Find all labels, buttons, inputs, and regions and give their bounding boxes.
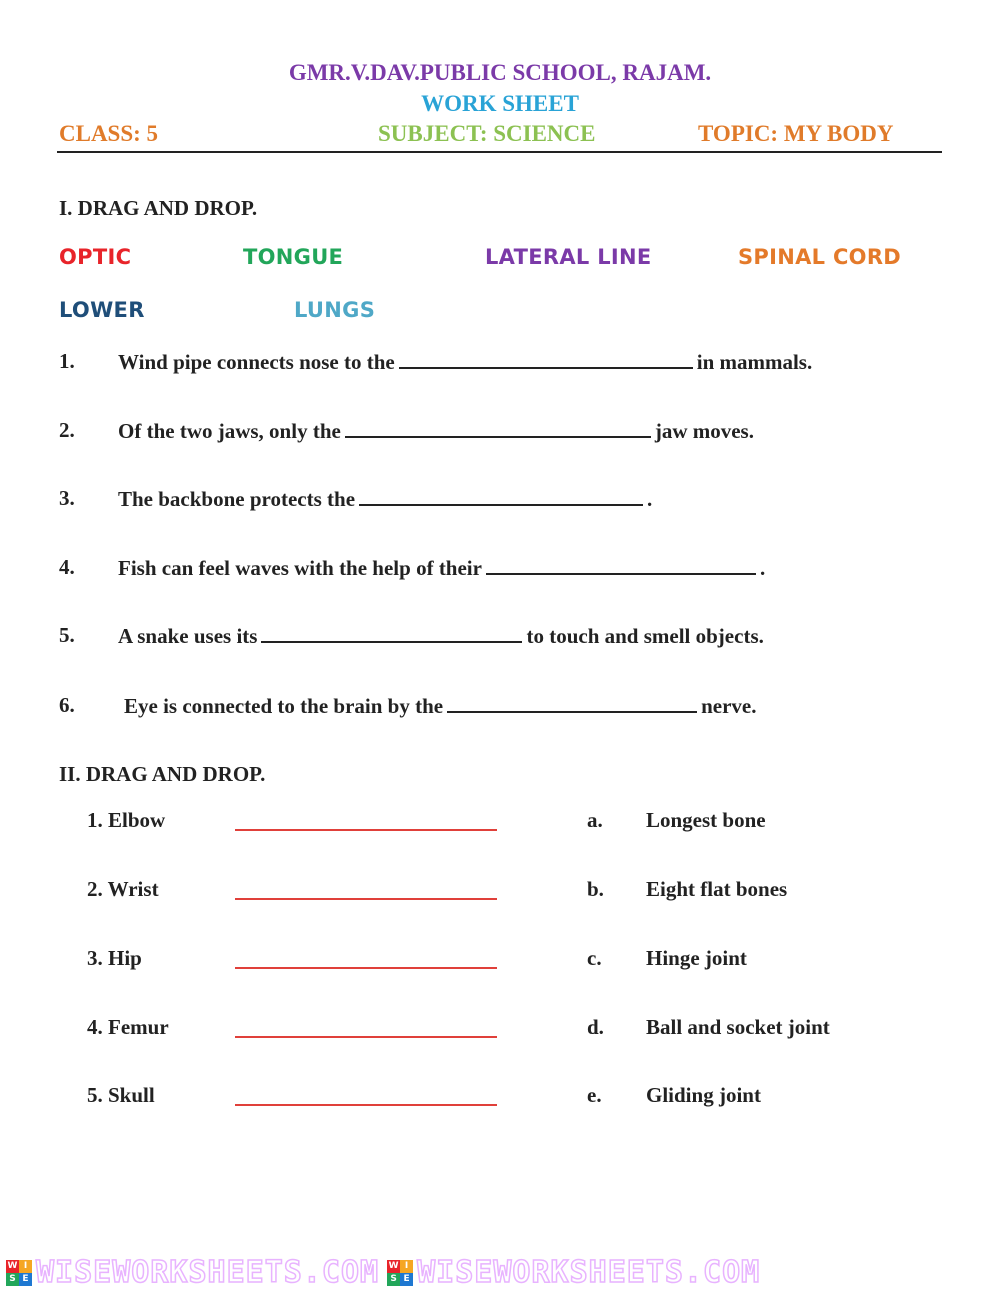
match-left-item: 2. Wrist (87, 877, 159, 901)
question-2 (118, 418, 754, 444)
match-right-letter: b. (587, 877, 604, 901)
topic-label: TOPIC: MY BODY (698, 121, 894, 146)
match-drop-line[interactable] (235, 1036, 497, 1038)
drag-word-optic[interactable]: OPTIC (59, 245, 132, 269)
match-left-item: 5. Skull (87, 1083, 155, 1107)
question-number: 6. (59, 693, 75, 717)
question-text: A snake uses its (118, 624, 258, 648)
section1-title: I. DRAG AND DROP. (59, 196, 258, 220)
match-left-item: 3. Hip (87, 946, 142, 970)
question-6 (124, 693, 756, 719)
wiseworksheets-logo-icon: W I S E (6, 1260, 32, 1286)
answer-drop-zone[interactable] (261, 623, 522, 643)
school-name: GMR.V.DAV.PUBLIC SCHOOL, RAJAM. (288, 60, 712, 85)
match-drop-line[interactable] (235, 967, 497, 969)
match-drop-line[interactable] (235, 829, 497, 831)
question-number: 3. (59, 486, 75, 510)
question-5 (118, 623, 764, 649)
question-3 (118, 486, 652, 512)
header-divider (57, 151, 942, 153)
question-text: Wind pipe connects nose to the (118, 350, 395, 374)
drag-word-lungs[interactable]: LUNGS (294, 298, 376, 322)
question-number: 5. (59, 623, 75, 647)
wiseworksheets-logo-icon: W I S E (387, 1260, 413, 1286)
match-left-item: 4. Femur (87, 1015, 169, 1039)
match-right-letter: c. (587, 946, 602, 970)
match-right-item[interactable]: Gliding joint (646, 1083, 761, 1107)
match-right-item[interactable]: Hinge joint (646, 946, 747, 970)
question-text: in mammals. (696, 350, 813, 374)
answer-drop-zone[interactable] (399, 349, 693, 369)
class-label: CLASS: 5 (59, 121, 159, 146)
match-left-item: 1. Elbow (87, 808, 166, 832)
match-drop-line[interactable] (235, 1104, 497, 1106)
question-text: Eye is connected to the brain by the (124, 694, 444, 718)
answer-drop-zone[interactable] (447, 693, 697, 713)
drag-word-lower[interactable]: LOWER (59, 298, 145, 322)
question-number: 2. (59, 418, 75, 442)
question-text: The backbone protects the (118, 487, 356, 511)
question-text: . (647, 487, 653, 511)
subject-label: SUBJECT: SCIENCE (378, 121, 596, 146)
drag-word-lateral-line[interactable]: LATERAL LINE (485, 245, 652, 269)
answer-drop-zone[interactable] (345, 418, 651, 438)
question-text: . (759, 556, 766, 580)
match-right-item[interactable]: Ball and socket joint (646, 1015, 830, 1039)
question-1 (118, 349, 812, 375)
question-text: nerve. (701, 694, 757, 718)
question-4 (118, 555, 765, 581)
question-text: Fish can feel waves with the help of their (118, 556, 482, 580)
section2-title: II. DRAG AND DROP. (59, 762, 266, 786)
worksheet-title: WORK SHEET (421, 91, 579, 116)
match-drop-line[interactable] (235, 898, 497, 900)
question-text: Of the two jaws, only the (118, 419, 341, 443)
watermark-text: WISEWORKSHEETS.COM (36, 1255, 380, 1290)
match-right-item[interactable]: Longest bone (646, 808, 766, 832)
question-text: to touch and smell objects. (526, 624, 764, 648)
answer-drop-zone[interactable] (486, 555, 756, 575)
drag-word-tongue[interactable]: TONGUE (243, 245, 344, 269)
match-right-letter: a. (587, 808, 603, 832)
match-right-letter: e. (587, 1083, 602, 1107)
drag-word-spinal-cord[interactable]: SPINAL CORD (738, 245, 902, 269)
answer-drop-zone[interactable] (359, 486, 643, 506)
question-number: 1. (59, 349, 75, 373)
match-right-item[interactable]: Eight flat bones (646, 877, 788, 901)
question-number: 4. (59, 555, 75, 579)
footer-watermark (0, 1254, 1000, 1291)
question-text: jaw moves. (654, 419, 754, 443)
watermark-text: WISEWORKSHEETS.COM (417, 1255, 761, 1290)
match-right-letter: d. (587, 1015, 604, 1039)
